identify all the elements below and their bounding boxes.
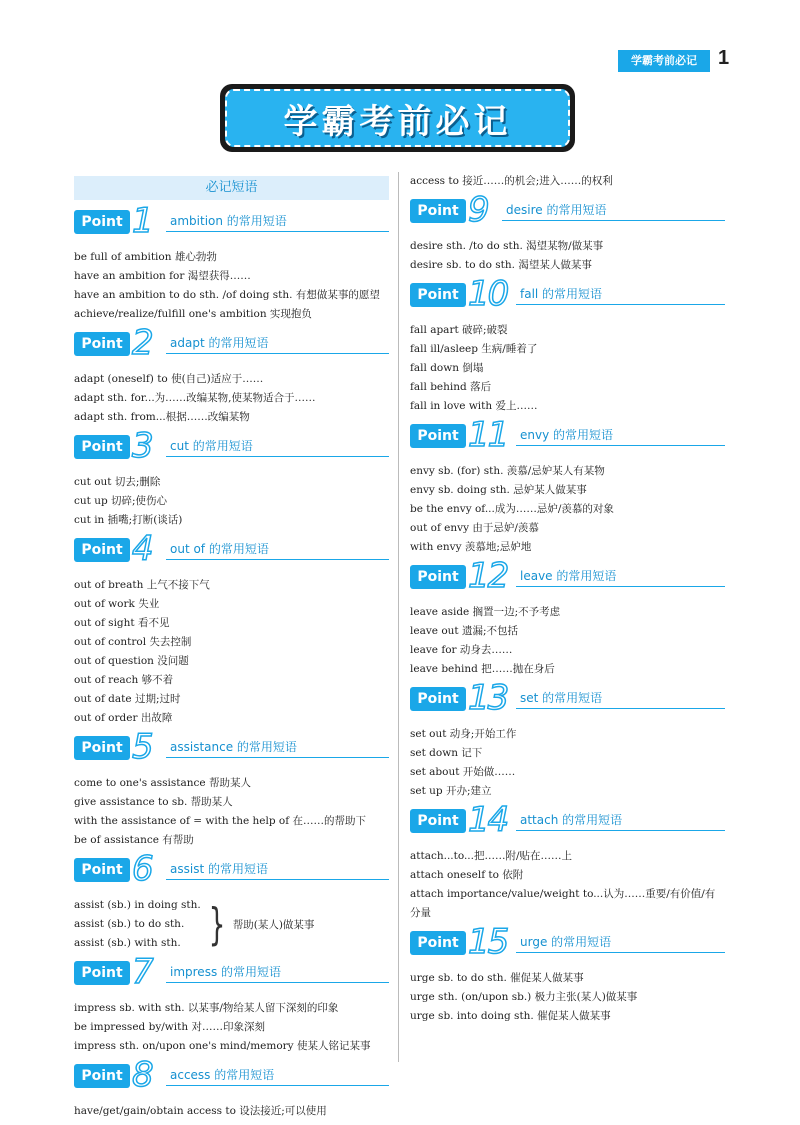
point-number: 6 [132,849,152,889]
title-banner [220,84,575,152]
point-5-header [74,727,389,768]
brace-group [74,896,389,953]
point-title: assist 的常用短语 [170,862,268,876]
phrase-entry: envy sb. (for) sth. 羡慕/忌妒某人有某物 [410,465,605,477]
phrase-entry: adapt sth. from...根据……改编某物 [74,411,250,423]
page-title: 学霸考前必记 [283,101,512,142]
point-title: assistance 的常用短语 [170,740,297,754]
point-15-header [410,922,725,963]
phrase-entry: leave behind 把……抛在身后 [410,663,555,675]
phrase-entry: have an ambition to do sth. /of doing sth. 有想做某事的愿望 [74,289,380,301]
point-number: 9 [468,190,488,230]
point-number: 12 [468,556,508,596]
point-number: 15 [468,922,508,962]
point-14-header [410,800,725,841]
point-badge: Point [74,210,130,234]
phrase-entry: with envy 羡慕地;忌妒地 [410,541,532,553]
right-column [410,172,725,1026]
phrase-entry: be of assistance 有帮助 [74,834,194,846]
phrase-entry: give assistance to sb. 帮助某人 [74,796,233,808]
phrase-entry: have/get/gain/obtain access to 设法接近;可以使用 [74,1105,327,1117]
phrase-entry: adapt sth. for...为……改编某物,使某物适合于…… [74,392,316,404]
left-column [74,172,389,1121]
point-underline [166,757,389,758]
point-title: ambition 的常用短语 [170,214,287,228]
section-title: 必记短语 [74,176,389,200]
point-badge: Point [74,332,130,356]
point-11-header [410,415,725,456]
phrase-entry: cut in 插嘴;打断(谈话) [74,514,183,526]
phrase-entry: fall apart 破碎;破裂 [410,324,508,336]
phrase-entry: out of control 失去控制 [74,636,192,648]
point-number: 1 [132,201,152,241]
point-10-header [410,274,725,315]
point-badge: Point [410,809,466,833]
phrase-entry: achieve/realize/fulfill one's ambition 实现抱负 [74,308,312,320]
point-underline [516,708,725,709]
point-title: fall 的常用短语 [520,287,603,301]
phrase-entry: impress sb. with sth. 以某事/物给某人留下深刻的印象 [74,1002,339,1014]
point-badge: Point [74,538,130,562]
phrase-entry: assist (sb.) with sth. [74,937,181,949]
phrase-entry: with the assistance of = with the help of 在……的帮助下 [74,815,366,827]
point-title: set 的常用短语 [520,691,603,705]
point-underline [166,456,389,457]
phrase-entry: leave aside 搁置一边;不予考虑 [410,606,561,618]
phrase-entry: be full of ambition 雄心勃勃 [74,251,217,263]
point-number: 10 [468,274,508,314]
header-section-tab: 学霸考前必记 [618,50,710,72]
point-underline [516,445,725,446]
point-badge: Point [74,858,130,882]
phrase-entry: leave out 遗漏;不包括 [410,625,518,637]
phrase-entry: attach...to...把……附/贴在……上 [410,850,573,862]
point-badge: Point [410,424,466,448]
point-underline [166,879,389,880]
point-underline [516,304,725,305]
point-badge: Point [410,283,466,307]
point-underline [516,830,725,831]
phrase-entry: urge sb. to do sth. 催促某人做某事 [410,972,584,984]
point-number: 4 [132,529,152,569]
phrase-entry: urge sb. into doing sth. 催促某人做某事 [410,1010,611,1022]
phrase-entry: adapt (oneself) to 使(自己)适应于…… [74,373,264,385]
point-title: out of 的常用短语 [170,542,269,556]
point-number: 13 [468,678,508,718]
phrase-entry: out of question 没问题 [74,655,189,667]
point-badge: Point [410,199,466,223]
phrase-entry: leave for 动身去…… [410,644,513,656]
curly-brace-icon: } [208,898,226,950]
point-title: impress 的常用短语 [170,965,282,979]
phrase-entry: fall down 倒塌 [410,362,484,374]
phrase-entry: set up 开办;建立 [410,785,492,797]
phrase-entry: urge sth. (on/upon sb.) 极力主张(某人)做某事 [410,991,638,1003]
phrase-entry: attach oneself to 依附 [410,869,524,881]
title-banner-inner [225,89,570,147]
point-number: 7 [132,952,152,992]
phrase-entry: assist (sb.) in doing sth. [74,899,201,911]
phrase-entry: out of date 过期;过时 [74,693,181,705]
point-number: 11 [468,415,508,455]
point-underline [166,1085,389,1086]
phrase-entry: fall in love with 爱上…… [410,400,538,412]
phrase-entry: cut up 切碎;使伤心 [74,495,168,507]
phrase-entry: set about 开始做…… [410,766,516,778]
brace-lines [74,896,201,953]
point-4-header [74,529,389,570]
phrase-entry: desire sb. to do sth. 渴望某人做某事 [410,259,592,271]
phrase-entry: attach importance/value/weight to...认为……重要/有价值/有分量 [410,888,716,919]
point-number: 8 [132,1055,152,1095]
point-badge: Point [74,435,130,459]
phrase-entry: desire sth. /to do sth. 渴望某物/做某事 [410,240,604,252]
point-8-header [74,1055,389,1096]
point-6-header [74,849,389,890]
point-badge: Point [410,687,466,711]
phrase-entry: cut out 切去;删除 [74,476,161,488]
point-badge: Point [410,931,466,955]
phrase-entry: out of sight 看不见 [74,617,170,629]
point-7-header [74,952,389,993]
point-1-header [74,201,389,242]
point-2-header [74,323,389,364]
point-3-header [74,426,389,467]
point-13-header [410,678,725,719]
phrase-entry: envy sb. doing sth. 忌妒某人做某事 [410,484,587,496]
phrase-entry: fall behind 落后 [410,381,492,393]
phrase-entry: out of order 出故障 [74,712,173,724]
phrase-entry: be impressed by/with 对……印象深刻 [74,1021,265,1033]
point-badge: Point [410,565,466,589]
point-number: 14 [468,800,508,840]
point-underline [166,231,389,232]
point-badge: Point [74,1064,130,1088]
phrase-entry: fall ill/asleep 生病/睡着了 [410,343,538,355]
phrase-entry: come to one's assistance 帮助某人 [74,777,251,789]
point-underline [516,952,725,953]
point-number: 2 [132,323,152,363]
point-badge: Point [74,961,130,985]
column-divider [398,172,399,1062]
phrase-entry: have an ambition for 渴望获得…… [74,270,251,282]
phrase-entry: out of work 失业 [74,598,160,610]
page-number: 1 [718,47,730,69]
phrase-entry: out of envy 由于忌妒/羡慕 [410,522,539,534]
point-title: attach 的常用短语 [520,813,623,827]
point-number: 5 [132,727,152,767]
phrase-entry: out of reach 够不着 [74,674,174,686]
point-9-header [410,190,725,231]
point-title: urge 的常用短语 [520,935,612,949]
phrase-entry: out of breath 上气不接下气 [74,579,210,591]
point-underline [166,982,389,983]
phrase-entry: impress sth. on/upon one's mind/memory 使某人铭记某事 [74,1040,371,1052]
point-number: 3 [132,426,152,466]
point-underline [166,353,389,354]
phrase-entry: access to 接近……的机会;进入……的权利 [410,175,613,187]
phrase-entry: set out 动身;开始工作 [410,728,517,740]
point-underline [502,220,725,221]
point-underline [516,586,725,587]
phrase-entry: assist (sb.) to do sth. [74,918,185,930]
point-title: leave 的常用短语 [520,569,617,583]
phrase-entry: be the envy of...成为……忌妒/羡慕的对象 [410,503,614,515]
point-badge: Point [74,736,130,760]
point-underline [166,559,389,560]
point-title: envy 的常用短语 [520,428,614,442]
point-12-header [410,556,725,597]
point-title: cut 的常用短语 [170,439,253,453]
phrase-entry: set down 记下 [410,747,483,759]
point-title: adapt 的常用短语 [170,336,269,350]
brace-meaning: 帮助(某人)做某事 [232,919,315,931]
point-title: access 的常用短语 [170,1068,275,1082]
point-title: desire 的常用短语 [506,203,607,217]
